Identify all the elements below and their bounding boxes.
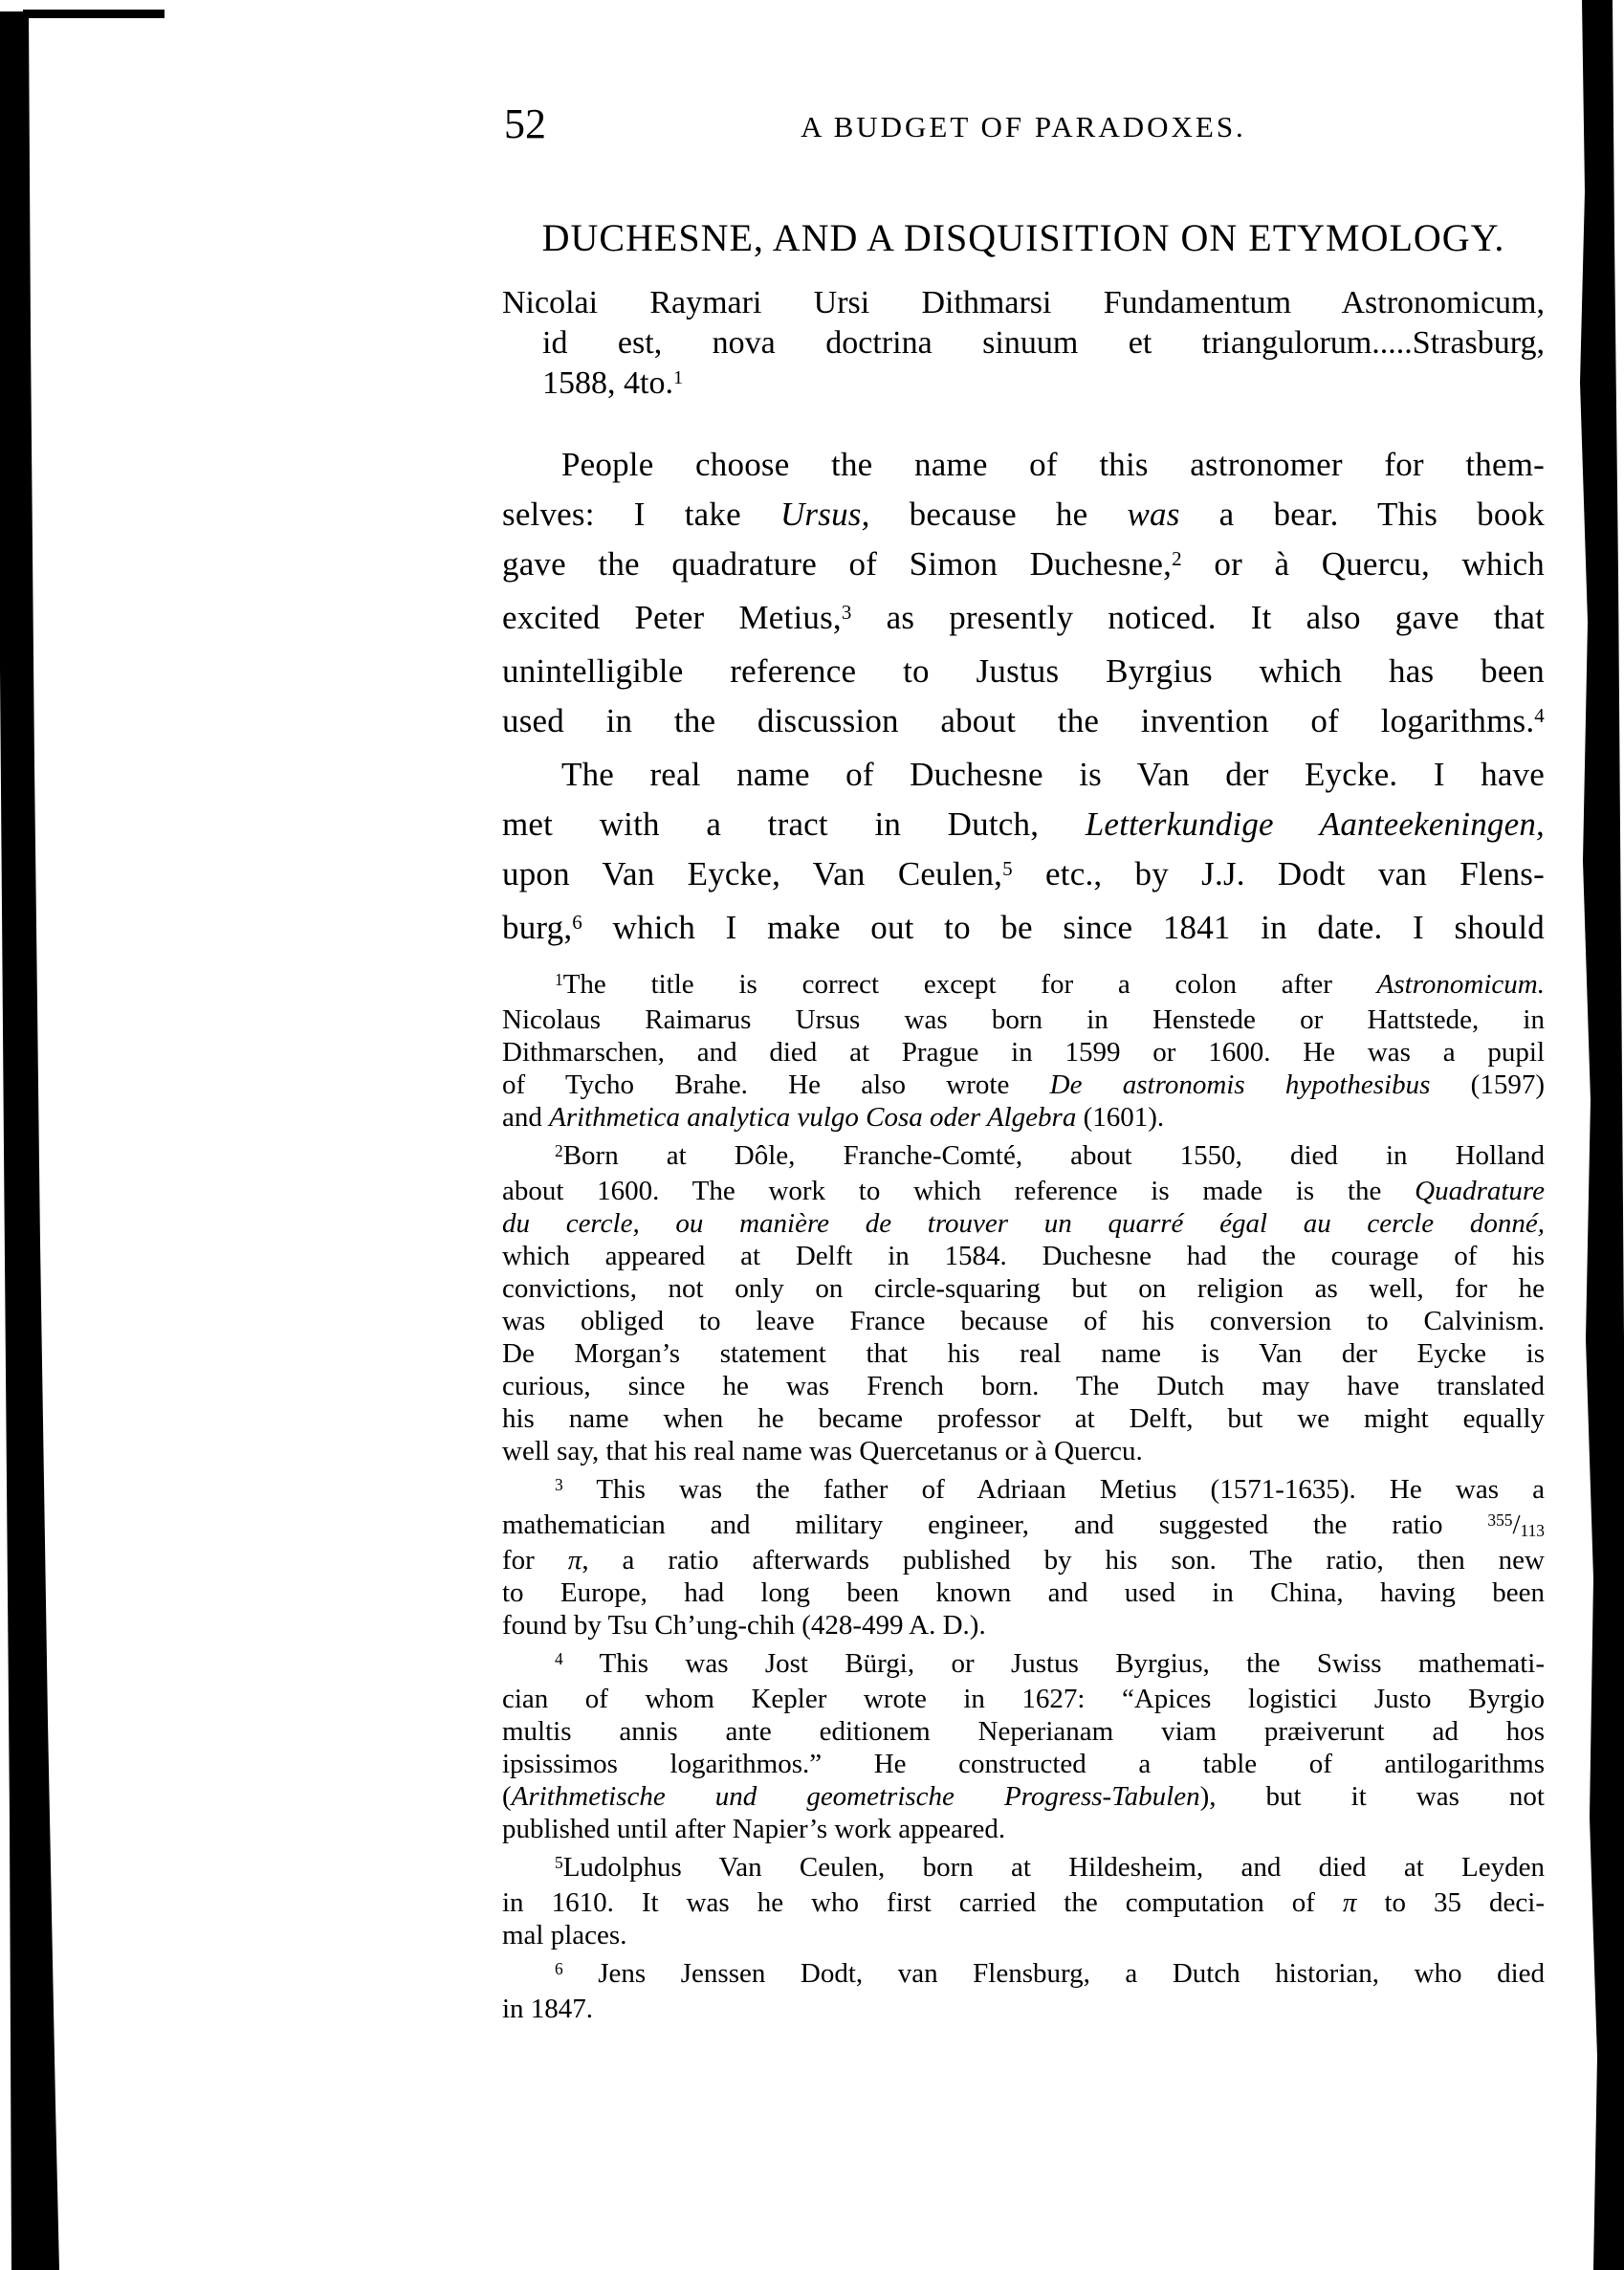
- footnote-line: $^3$ This was the father of Adriaan Metius (1571-1635). He was a: [555, 1474, 1545, 1505]
- footnote-line: was obliged to leave France because of his conversion to Calvinism.: [502, 1306, 1545, 1336]
- text-line: excited Peter Metius,$^3$ as presently noticed. It also gave that: [502, 599, 1546, 636]
- citation-line: id est, nova doctrina sinuum et triangulorum.....Strasburg,: [542, 325, 1545, 361]
- text-line: met with a tract in Dutch, Letterkundige Aanteekeningen,: [502, 805, 1545, 843]
- footnote-line: found by Tsu Ch’ung-chih (428-499 A. D.).: [502, 1610, 986, 1641]
- footnote-line: Dithmarschen, and died at Prague in 1599 or 1600. He was a pupil: [502, 1037, 1545, 1068]
- footnote-line: (Arithmetische und geometrische Progress-Tabulen), but it was not: [502, 1781, 1545, 1812]
- footnote-line: Nicolaus Raimarus Ursus was born in Henstede or Hattstede, in: [502, 1004, 1545, 1035]
- footnote-line: of Tycho Brahe. He also wrote De astronomis hypothesibus (1597): [502, 1069, 1545, 1100]
- footnote-5: [502, 1851, 1545, 1951]
- scan-right-edge-band: [1580, 0, 1624, 2270]
- footnote-line: well say, that his real name was Quercetanus or à Quercu.: [502, 1436, 1143, 1466]
- footnote-line: $^6$ Jens Jenssen Dodt, van Flensburg, a Dutch historian, who died: [555, 1958, 1545, 1989]
- footnote-line: $^5$Ludolphus Van Ceulen, born at Hildesheim, and died at Leyden: [555, 1852, 1545, 1883]
- footnote-line: his name when he became professor at Delft, but we might equally: [502, 1403, 1545, 1434]
- page-text: [502, 216, 1545, 2025]
- footnote-line: ipsissimos logarithmos.” He constructed a table of antilogarithms: [502, 1749, 1545, 1779]
- footnote-line: to Europe, had long been known and used in China, having been: [502, 1577, 1545, 1608]
- footnote-line: $^2$Born at Dôle, Franche-Comté, about 1550, died in Holland: [555, 1140, 1545, 1171]
- footnote-line: $^4$ This was Jost Bürgi, or Justus Byrgius, the Swiss mathemati-: [555, 1648, 1545, 1679]
- footnote-line: in 1847.: [502, 1994, 594, 2024]
- footnote-1: [502, 968, 1545, 1134]
- citation-line: Nicolai Raymari Ursi Dithmarsi Fundamentum Astronomicum,: [502, 285, 1545, 320]
- footnote-line: De Morgan’s statement that his real name is Van der Eycke is: [502, 1338, 1545, 1369]
- footnote-line: published until after Napier’s work appeared.: [502, 1814, 1006, 1844]
- citation-line: 1588, 4to.$^1$: [542, 365, 684, 401]
- footnote-4: [502, 1647, 1545, 1845]
- footnote-2: [502, 1139, 1545, 1467]
- footnote-line: mal places.: [502, 1920, 627, 1950]
- scan-gutter-bar: [0, 11, 59, 2270]
- text-line: unintelligible reference to Justus Byrgius which has been: [502, 652, 1545, 690]
- footnote-line: and Arithmetica analytica vulgo Cosa oder Algebra (1601).: [502, 1102, 1165, 1133]
- footnote-3: [502, 1473, 1545, 1642]
- footnote-line: $^1$The title is correct except for a colon after Astronomicum.: [555, 969, 1545, 1000]
- running-header: [502, 99, 1545, 147]
- text-line: used in the discussion about the invention of logarithms.$^4$: [502, 702, 1545, 739]
- footnote-line: curious, since he was French born. The Dutch may have translated: [502, 1371, 1545, 1401]
- section-heading: DUCHESNE, AND A DISQUISITION ON ETYMOLOGY.: [541, 216, 1505, 259]
- page-number: 52: [504, 100, 546, 147]
- text-line: The real name of Duchesne is Van der Eycke. I have: [561, 756, 1545, 793]
- footnotes-block: [502, 968, 1545, 2025]
- scan-top-edge-line: [23, 10, 165, 18]
- text-line: upon Van Eycke, Van Ceulen,$^5$ etc., by J.J. Dodt van Flens-: [502, 855, 1545, 893]
- running-title: A BUDGET OF PARADOXES.: [801, 110, 1246, 143]
- footnote-line: convictions, not only on circle-squaring but on religion as well, for he: [502, 1273, 1545, 1304]
- paragraph: [502, 750, 1545, 957]
- footnote-line: which appeared at Delft in 1584. Duchesne had the courage of his: [502, 1241, 1545, 1271]
- citation-block: [502, 283, 1545, 408]
- footnote-line: for π, a ratio afterwards published by his son. The ratio, then new: [502, 1545, 1545, 1576]
- footnote-line: du cercle, ou manière de trouver un quarré égal au cercle donné,: [502, 1208, 1545, 1239]
- text-line: People choose the name of this astronomer for them-: [561, 446, 1545, 483]
- footnote-line: mathematician and military engineer, and suggested the ratio $^{355}$/113: [502, 1510, 1545, 1541]
- footnote-line: multis annis ante editionem Neperianam viam præiverunt ad hos: [502, 1716, 1545, 1747]
- footnote-6: [502, 1957, 1545, 2025]
- footnote-line: about 1600. The work to which reference is made is the Quadrature: [502, 1176, 1545, 1206]
- paragraph: [502, 440, 1545, 750]
- text-line: gave the quadrature of Simon Duchesne,$^2$ or à Quercu, which: [502, 545, 1545, 583]
- text-line: selves: I take Ursus, because he was a bear. This book: [502, 496, 1545, 533]
- footnote-line: cian of whom Kepler wrote in 1627: “Apices logistici Justo Byrgio: [502, 1684, 1545, 1714]
- footnote-line: in 1610. It was he who first carried the computation of π to 35 deci-: [502, 1887, 1546, 1918]
- text-line: burg,$^6$ which I make out to be since 1841 in date. I should: [502, 909, 1545, 946]
